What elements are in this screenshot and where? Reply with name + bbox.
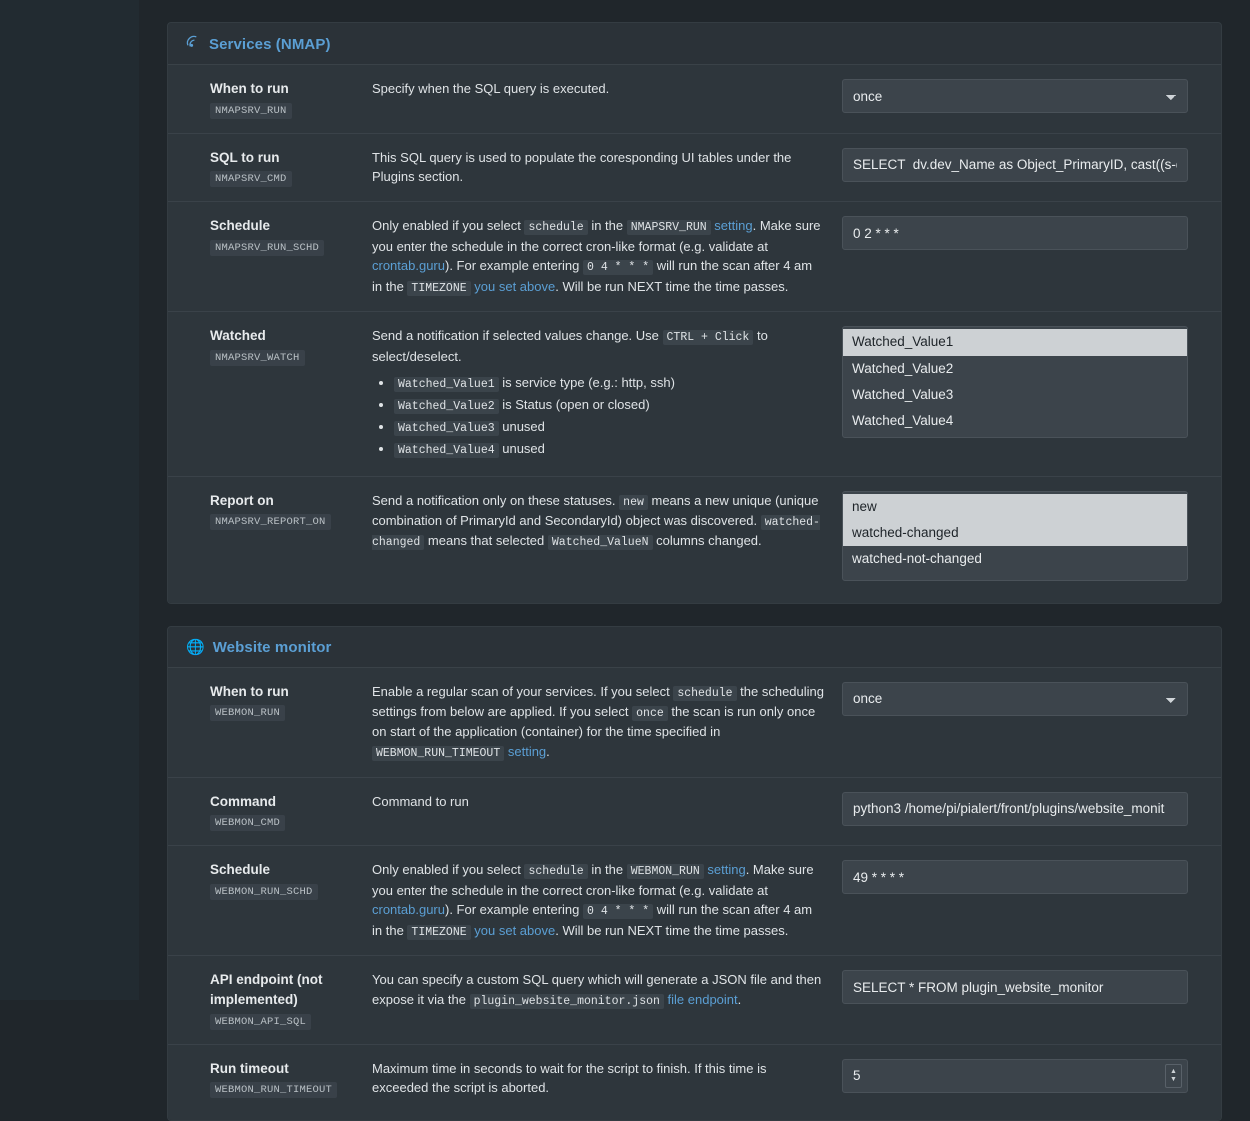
setting-key: WEBMON_CMD [210, 815, 285, 831]
setting-label-col [182, 491, 372, 531]
setting-label-col [182, 860, 372, 900]
option-item[interactable]: watched-not-changed [843, 546, 1187, 572]
setting-description: Specify when the SQL query is executed. [372, 79, 842, 99]
setting-field [842, 491, 1188, 581]
sidebar-gutter [0, 0, 139, 1000]
setting-title: Schedule [210, 860, 362, 880]
setting-description: This SQL query is used to populate the coresponding UI tables under the Plugins section. [372, 148, 842, 188]
setting-nmapsrv_watch-multiselect[interactable] [842, 326, 1188, 438]
setting-row [168, 477, 1221, 595]
option-item[interactable]: Watched_Value3 [843, 382, 1187, 408]
setting-key: NMAPSRV_REPORT_ON [210, 514, 331, 530]
option-item[interactable]: Watched_Value4 [843, 408, 1187, 434]
setting-title: Run timeout [210, 1059, 362, 1079]
setting-webmon_run_timeout-input[interactable] [842, 1059, 1188, 1093]
settings-card-1 [167, 626, 1222, 1121]
setting-label-col [182, 970, 372, 1029]
setting-row [168, 778, 1221, 847]
setting-nmapsrv_report_on-multiselect[interactable] [842, 491, 1188, 581]
setting-field [842, 1059, 1188, 1093]
number-stepper[interactable] [1165, 1064, 1182, 1088]
setting-row [168, 668, 1221, 778]
setting-description: Only enabled if you select schedule in the WEBMON_RUN setting. Make sure you enter the schedule in the correct cron-like format (e.g. validate at crontab.guru). For example entering 0 4 * * * will run the scan after 4 am in the TIMEZONE you set above. Will be run NEXT time the time passes. [372, 860, 842, 941]
setting-title: When to run [210, 682, 362, 702]
setting-row [168, 202, 1221, 312]
setting-field [842, 682, 1188, 716]
setting-key: WEBMON_API_SQL [210, 1014, 311, 1030]
settings-content [139, 0, 1250, 1000]
setting-key: WEBMON_RUN_SCHD [210, 884, 318, 900]
setting-title: Schedule [210, 216, 362, 236]
services-icon [186, 35, 201, 53]
setting-field [842, 79, 1188, 113]
setting-field [842, 970, 1188, 1004]
setting-webmon_api_sql-input[interactable] [842, 970, 1188, 1004]
option-item[interactable]: Watched_Value2 [843, 356, 1187, 382]
card-body [168, 65, 1221, 603]
setting-label-col [182, 682, 372, 722]
setting-row [168, 846, 1221, 956]
setting-field [842, 792, 1188, 826]
setting-description: Maximum time in seconds to wait for the script to finish. If this time is exceeded the script is aborted. [372, 1059, 842, 1099]
setting-label-col [182, 792, 372, 832]
setting-description: Command to run [372, 792, 842, 812]
settings-card-0 [167, 22, 1222, 604]
setting-key: WEBMON_RUN_TIMEOUT [210, 1082, 337, 1098]
setting-field [842, 326, 1188, 438]
setting-description: You can specify a custom SQL query which will generate a JSON file and then expose it via the plugin_website_monitor.json file endpoint. [372, 970, 842, 1010]
globe-icon: 🌐 [186, 640, 205, 655]
card-header [168, 23, 1221, 65]
setting-description: Only enabled if you select schedule in the NMAPSRV_RUN setting. Make sure you enter the schedule in the correct cron-like format (e.g. validate at crontab.guru). For example entering 0 4 * * * will run the scan after 4 am in the TIMEZONE you set above. Will be run NEXT time the time passes. [372, 216, 842, 297]
setting-key: NMAPSRV_RUN_SCHD [210, 240, 324, 256]
setting-nmapsrv_cmd-input[interactable] [842, 148, 1188, 182]
stepper-down-icon[interactable]: ▼ [1170, 1076, 1177, 1084]
setting-webmon_run-select[interactable] [842, 682, 1188, 716]
setting-row [168, 956, 1221, 1044]
setting-field [842, 860, 1188, 894]
setting-title: When to run [210, 79, 362, 99]
setting-title: SQL to run [210, 148, 362, 168]
setting-nmapsrv_run-select[interactable] [842, 79, 1188, 113]
setting-webmon_run_schd-input[interactable] [842, 860, 1188, 894]
setting-webmon_cmd-input[interactable] [842, 792, 1188, 826]
card-title: Services (NMAP) [209, 36, 331, 53]
setting-description: Send a notification only on these statuses. new means a new unique (unique combination of PrimaryId and SecondaryId) object was discovered. watched-changed means that selected Watched_ValueN columns changed. [372, 491, 842, 552]
setting-row [168, 1045, 1221, 1113]
setting-label-col [182, 148, 372, 188]
setting-nmapsrv_run_schd-input[interactable] [842, 216, 1188, 250]
option-item[interactable]: Watched_Value1 [843, 329, 1187, 355]
setting-field [842, 216, 1188, 250]
setting-label-col [182, 326, 372, 366]
setting-title: API endpoint (not implemented) [210, 970, 362, 1009]
card-title: Website monitor [213, 639, 332, 656]
setting-description: Send a notification if selected values change. Use CTRL + Click to select/deselect. • Watched_Value1 is service type (e.g.: http, ssh) • Watched_Value2 is Status (open or closed) • Watched_Value3 unused • Watched_Value4 unused [372, 326, 842, 461]
setting-key: NMAPSRV_WATCH [210, 350, 305, 366]
setting-key: NMAPSRV_CMD [210, 171, 292, 187]
option-item[interactable]: watched-changed [843, 520, 1187, 546]
setting-key: WEBMON_RUN [210, 705, 285, 721]
setting-label-col [182, 216, 372, 256]
card-body [168, 668, 1221, 1121]
option-item[interactable]: new [843, 494, 1187, 520]
card-header [168, 627, 1221, 668]
setting-description: Enable a regular scan of your services. If you select schedule the scheduling settings from below are applied. If you select once the scan is run only once on start of the application (container) for the time specified in WEBMON_RUN_TIMEOUT setting. [372, 682, 842, 763]
setting-title: Command [210, 792, 362, 812]
setting-title: Report on [210, 491, 362, 511]
setting-title: Watched [210, 326, 362, 346]
setting-row [168, 65, 1221, 134]
setting-row [168, 134, 1221, 203]
setting-key: NMAPSRV_RUN [210, 103, 292, 119]
setting-row [168, 312, 1221, 476]
stepper-up-icon[interactable]: ▲ [1170, 1068, 1177, 1076]
setting-label-col [182, 79, 372, 119]
setting-field [842, 148, 1188, 182]
setting-label-col [182, 1059, 372, 1099]
